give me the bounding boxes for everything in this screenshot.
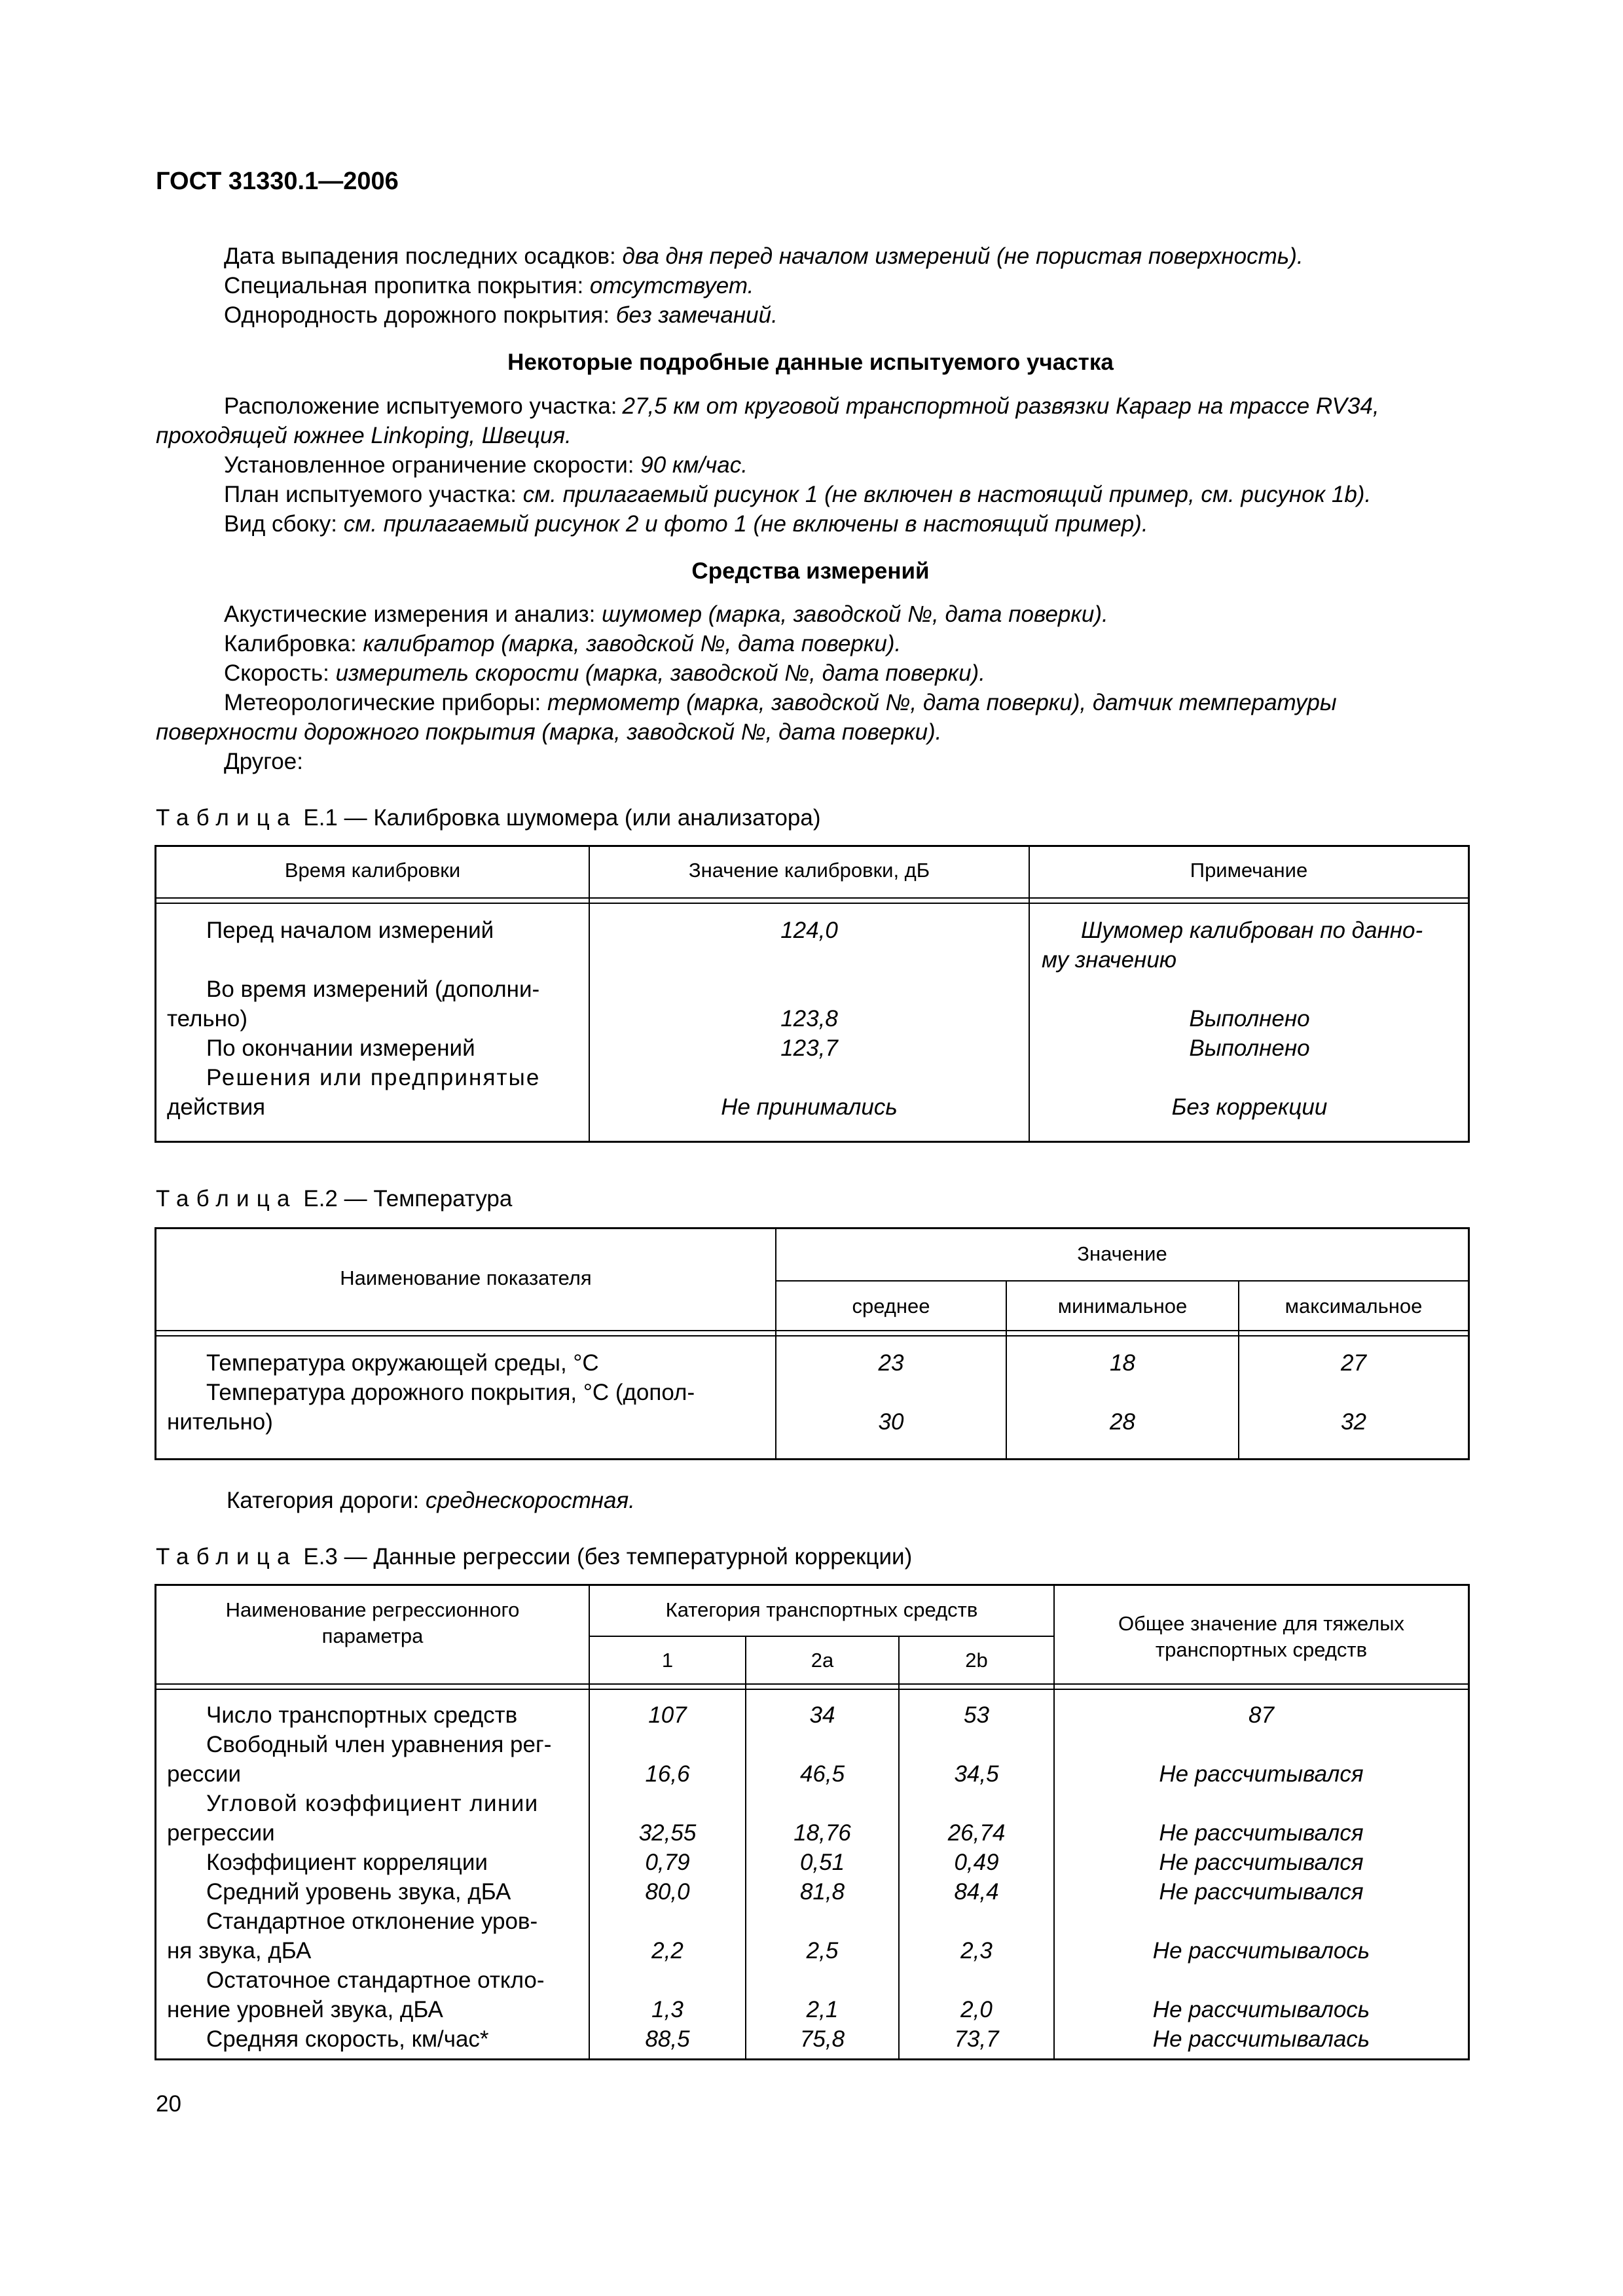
table-divider (156, 1689, 1468, 1690)
table-cell: Без коррекции (1171, 1094, 1328, 1120)
e2-name-column (167, 1348, 766, 1437)
header-average: среднее (852, 1295, 930, 1318)
header-heavy-total: Общее значение для тяжелых транспортных средств (1118, 1612, 1405, 1661)
table-divider (590, 1636, 1053, 1637)
table-divider (776, 1280, 1468, 1282)
table-row: Во время измерений (дополни- (206, 977, 540, 1002)
table-row: Свободный член уравнения рег- (206, 1732, 552, 1757)
table-cell: 53 (964, 1702, 989, 1728)
table-cell: 80,0 (645, 1879, 690, 1905)
header-maximum: максимальное (1285, 1295, 1423, 1318)
meteo-line: Метеорологические приборы: термометр (марка, заводской №, дата поверки), датчик температуры (224, 690, 1337, 715)
table-cell: 123,7 (780, 1035, 838, 1061)
table-cell: 88,5 (645, 2026, 690, 2052)
table-row: действия (167, 1094, 266, 1120)
table-cell: 32,55 (638, 1820, 697, 1846)
table-divider (156, 1335, 1468, 1336)
table-e3-caption: Таблица Е.3 — Данные регрессии (без температурной коррекции) (156, 1544, 913, 1570)
table-cell: 28 (1110, 1409, 1135, 1435)
table-divider (156, 903, 1468, 904)
table-e2-caption: Таблица Е.2 — Температура (156, 1186, 513, 1211)
table-cell: Не рассчитывался (1159, 1850, 1364, 1875)
table-cell: 2,3 (960, 1938, 993, 1964)
table-cell: 18 (1110, 1350, 1135, 1376)
e3-category-2a-column (746, 1700, 898, 2054)
table-cell: 0,51 (799, 1850, 845, 1875)
table-cell: Шумомер калиброван по данно- (1081, 918, 1423, 943)
site-block (156, 391, 1465, 539)
table-cell: 0,79 (645, 1850, 690, 1875)
table-cell: 23 (878, 1350, 904, 1376)
table-e2 (155, 1227, 1470, 1460)
speed-line: Скорость: измеритель скорости (марка, заводской №, дата поверки). (224, 660, 985, 686)
header-calibration-value: Значение калибровки, дБ (688, 859, 930, 882)
e2-average-column (776, 1348, 1006, 1437)
table-row: нение уровней звука, дБА (167, 1997, 443, 2022)
homogeneity-line: Однородность дорожного покрытия: без замечаний. (224, 302, 778, 328)
table-divider (156, 1683, 1468, 1685)
table-row: ня звука, дБА (167, 1938, 312, 1964)
table-row: рессии (167, 1761, 242, 1787)
table-cell: 34,5 (954, 1761, 999, 1787)
header-value: Значение (1077, 1242, 1167, 1265)
table-divider (156, 1330, 1468, 1331)
table-cell: му значению (1042, 947, 1177, 973)
table-cell: 26,74 (947, 1820, 1006, 1846)
table-divider (156, 897, 1468, 899)
table-cell: 107 (648, 1702, 687, 1728)
location-line-2: проходящей южнее Linkoping, Швеция. (156, 423, 572, 448)
table-cell: Не рассчитывался (1159, 1820, 1364, 1846)
e1-name-column (167, 916, 579, 1122)
table-cell: 0,49 (954, 1850, 999, 1875)
calibration-line: Калибровка: калибратор (марка, заводской №, дата поверки). (224, 631, 902, 656)
road-category-line: Категория дороги: среднескоростная. (227, 1488, 635, 1513)
table-cell: Не рассчитывался (1159, 1879, 1364, 1905)
table-row: Число транспортных средств (206, 1702, 518, 1728)
e2-minimum-column (1007, 1348, 1238, 1437)
table-cell: Не рассчитывалось (1152, 1997, 1370, 2022)
side-line: Вид сбоку: см. прилагаемый рисунок 2 и фото 1 (не включены в настоящий пример). (224, 511, 1148, 537)
other-line: Другое: (224, 749, 303, 774)
impregnation-line: Специальная пропитка покрытия: отсутствует. (224, 273, 754, 298)
table-cell: Выполнено (1189, 1006, 1310, 1031)
header-category-2a: 2a (811, 1649, 834, 1672)
e3-heavy-total-column (1055, 1700, 1468, 2054)
rain-line: Дата выпадения последних осадков: два дня перед началом измерений (не пористая поверхность). (224, 243, 1304, 269)
table-divider (1029, 847, 1030, 1141)
header-note: Примечание (1190, 859, 1308, 882)
e3-name-column (167, 1700, 579, 2054)
header-category-2b: 2b (965, 1649, 988, 1672)
site-heading: Некоторые подробные данные испытуемого участка (507, 350, 1114, 375)
acoustic-line: Акустические измерения и анализ: шумомер (марка, заводской №, дата поверки). (224, 601, 1108, 627)
table-cell: 32 (1341, 1409, 1366, 1435)
table-row: Коэффициент корреляции (206, 1850, 488, 1875)
location-line: Расположение испытуемого участка: 27,5 км от круговой транспортной развязки Карагр на трассе RV34, (224, 393, 1379, 419)
table-cell: Не принимались (721, 1094, 898, 1120)
table-cell: Не рассчитывалась (1152, 2026, 1370, 2052)
header-parameter-name: Наименование показателя (340, 1266, 592, 1289)
table-row: Решения или предпринятые (206, 1065, 541, 1090)
table-row: Перед началом измерений (206, 918, 494, 943)
table-cell: Выполнено (1189, 1035, 1310, 1061)
table-row: Температура дорожного покрытия, °С (допол- (206, 1380, 695, 1405)
table-cell: 16,6 (645, 1761, 690, 1787)
header-vehicle-category: Категория транспортных средств (665, 1598, 978, 1621)
e1-value-column (590, 916, 1029, 1122)
table-row: Остаточное стандартное откло- (206, 1967, 545, 1993)
e2-maximum-column (1239, 1348, 1468, 1437)
table-cell: 75,8 (799, 2026, 845, 2052)
plan-line: План испытуемого участка: см. прилагаемый рисунок 1 (не включен в настоящий пример, см. рисунок 1b). (224, 482, 1372, 507)
e3-category-1-column (590, 1700, 745, 2054)
table-cell: 81,8 (799, 1879, 845, 1905)
table-cell: 2,2 (651, 1938, 684, 1964)
table-cell: 2,5 (806, 1938, 839, 1964)
table-cell: 87 (1249, 1702, 1274, 1728)
table-row: Средний уровень звука, дБА (206, 1879, 511, 1905)
table-e1-caption: Таблица Е.1 — Калибровка шумомера (или анализатора) (156, 805, 821, 831)
table-e3 (155, 1584, 1470, 2060)
instruments-block (156, 600, 1465, 776)
table-cell: 30 (878, 1409, 904, 1435)
table-cell: 123,8 (780, 1006, 838, 1031)
instruments-heading: Средства измерений (691, 558, 930, 584)
table-cell: 2,1 (806, 1997, 839, 2022)
speed-limit-line: Установленное ограничение скорости: 90 км/час. (224, 452, 748, 478)
table-row: Стандартное отклонение уров- (206, 1909, 538, 1934)
table-cell: 124,0 (780, 918, 838, 943)
e3-category-2b-column (900, 1700, 1053, 2054)
table-cell: 73,7 (954, 2026, 999, 2052)
table-row: Угловой коэффициент линии (206, 1791, 539, 1816)
table-row: Средняя скорость, км/час* (206, 2026, 489, 2052)
table-e1 (155, 845, 1470, 1143)
meteo-line-2: поверхности дорожного покрытия (марка, заводской №, дата поверки). (156, 719, 942, 745)
table-cell: 18,76 (793, 1820, 851, 1846)
table-cell: 27 (1341, 1350, 1366, 1376)
e1-note-column (1042, 916, 1457, 1122)
header-calibration-time: Время калибровки (284, 859, 461, 882)
standard-title: ГОСТ 31330.1—2006 (156, 168, 399, 195)
table-cell: 2,0 (960, 1997, 993, 2022)
table-cell: Не рассчитывалось (1152, 1938, 1370, 1964)
table-row: нительно) (167, 1409, 273, 1435)
header-category-1: 1 (661, 1649, 674, 1672)
page-number: 20 (156, 2091, 181, 2117)
intro-block (156, 242, 1465, 330)
table-row: тельно) (167, 1006, 248, 1031)
header-regression-parameter: Наименование регрессионного параметра (225, 1598, 520, 1647)
header-minimum: минимальное (1057, 1295, 1188, 1318)
table-row: По окончании измерений (206, 1035, 475, 1061)
table-row: регрессии (167, 1820, 275, 1846)
table-row: Температура окружающей среды, °С (206, 1350, 599, 1376)
table-cell: 34 (809, 1702, 835, 1728)
table-cell: 1,3 (651, 1997, 684, 2022)
table-cell: Не рассчитывался (1159, 1761, 1364, 1787)
table-cell: 84,4 (954, 1879, 999, 1905)
table-cell: 46,5 (799, 1761, 845, 1787)
